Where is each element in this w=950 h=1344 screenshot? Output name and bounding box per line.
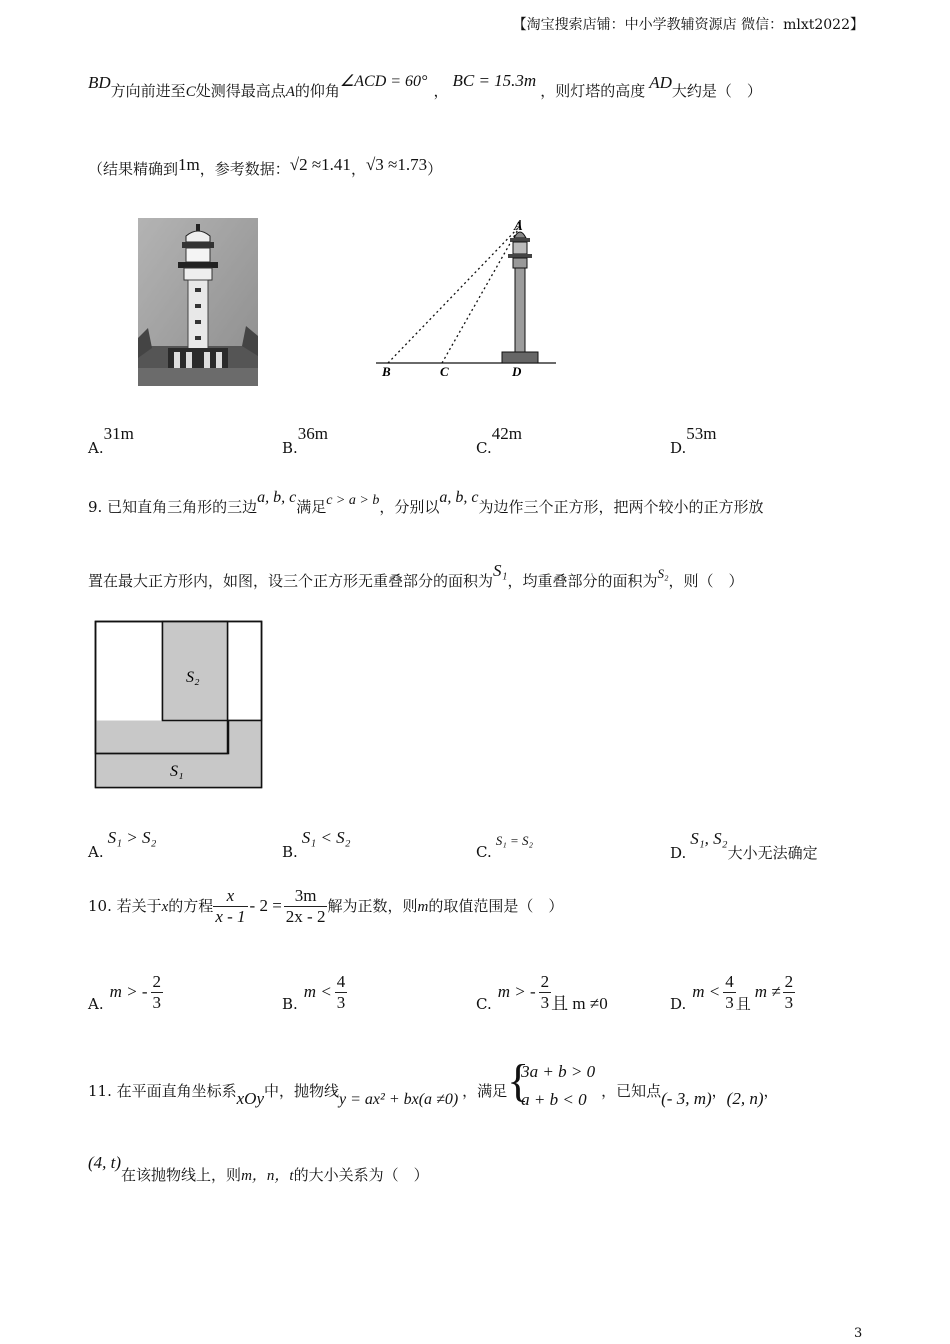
point-a: A [285, 84, 295, 100]
condition-1: 3a + b > 0 [521, 1062, 596, 1081]
option-letter: D. [670, 844, 687, 862]
option-value: S₁, S₂ [690, 829, 728, 848]
frac-den: 2x - 2 [285, 907, 326, 926]
q8-text: ） [427, 160, 443, 178]
q8-text: ，则灯塔的高度 [540, 82, 646, 100]
q11-text: 中，抛物线 [264, 1082, 340, 1100]
page-number: 3 [854, 1326, 863, 1341]
var-m: m [417, 899, 429, 915]
q8-line2 [88, 155, 443, 179]
area-s1: S₁ [493, 561, 508, 580]
q10-text: 解为正数，则 [327, 897, 418, 915]
q9-option-a[interactable] [88, 828, 157, 861]
option-fraction [723, 972, 736, 1013]
q8-text: 处测得最高点 [195, 82, 286, 100]
fraction-x-over-x-minus-1 [213, 886, 247, 927]
option-pre: m < [692, 982, 721, 1001]
vars-mnt: m，n，t [241, 1168, 294, 1184]
q9-option-b[interactable] [282, 828, 351, 861]
area-s2: S₂ [657, 566, 669, 581]
option-value: 36m [297, 424, 329, 443]
q9-text: ，均重叠部分的面积为 [507, 572, 658, 590]
q9-text: ，则（ ） [668, 572, 744, 590]
option-letter: A. [88, 843, 104, 861]
q11-text: 的大小关系为（ ） [293, 1166, 429, 1184]
frac-num: 2 [784, 972, 794, 991]
q10-text: 的取值范围是（ ） [428, 897, 564, 915]
q10-stem [88, 886, 563, 927]
option-letter: C. [476, 439, 492, 457]
condition-2: a + b < 0 [521, 1090, 587, 1109]
region-s1-right [229, 721, 262, 788]
q11-text: 11. 在平面直角坐标系 [88, 1082, 237, 1100]
q11-text: 在该抛物线上，则 [121, 1166, 242, 1184]
lighthouse-photo [138, 218, 258, 386]
label-c: C [440, 364, 449, 379]
option-letter: A. [88, 439, 104, 457]
label-b: B [382, 364, 391, 379]
q8-text: （结果精确到 [88, 160, 179, 178]
label-s1: S₁ [170, 763, 184, 780]
q9-text: 置在最大正方形内，如图，设三个正方形无重叠部分的面积为 [88, 572, 494, 590]
option-letter: C. [476, 843, 492, 861]
label-d: D [512, 364, 522, 379]
q8-line1 [88, 71, 762, 101]
option-post: 且 [735, 995, 751, 1013]
option-value: 53m [686, 424, 717, 443]
q9-line1 [88, 489, 764, 517]
option-post: 且 m ≠0 [551, 994, 608, 1013]
q11-line2 [88, 1153, 429, 1184]
option-value: S₁ = S₂ [495, 833, 534, 848]
squares-diagram [94, 620, 266, 792]
label-s2: S₂ [186, 669, 200, 686]
frac-den: x - 1 [215, 907, 246, 926]
left-brace: { [507, 1055, 530, 1106]
option-letter: B. [282, 439, 298, 457]
option-letter: B. [282, 995, 298, 1013]
ref-sqrt2: √2 ≈1.41 [289, 155, 351, 174]
length-bc: BC = 15.3m [452, 71, 537, 90]
point-minus3-m: (- 3, m) [661, 1089, 712, 1108]
sides-abc: a, b, c [439, 489, 479, 506]
q8-option-c[interactable] [476, 424, 522, 457]
frac-den: 3 [725, 993, 734, 1012]
option-letter: D. [670, 995, 687, 1013]
sight-line-ca [442, 226, 520, 363]
label-a: A [514, 218, 523, 233]
frac-num: 2 [152, 972, 162, 991]
option-value: S₁ < S₂ [301, 828, 351, 847]
point-4-t: (4, t) [88, 1153, 122, 1172]
option-pre2: m ≠ [754, 982, 781, 1001]
ref-sqrt3: √3 ≈1.73 [365, 155, 428, 174]
option-pre: m > - [497, 982, 536, 1001]
option-letter: D. [670, 439, 687, 457]
option-fraction-2 [783, 972, 796, 1013]
q9-text: 满足 [296, 498, 327, 516]
page-header-banner: 【淘宝搜索店铺：中小学教辅资源店 微信：mlxt2022】 [512, 17, 864, 33]
option-letter: B. [282, 843, 298, 861]
q8-text: 的仰角 [294, 82, 340, 100]
option-pre: m > - [109, 982, 148, 1001]
coordinate-system: xOy [236, 1089, 264, 1108]
q9-text: 9. 已知直角三角形的三边 [88, 498, 258, 516]
q8-option-d[interactable] [670, 424, 717, 457]
q10-option-c[interactable] [476, 972, 608, 1013]
q10-text: 的方程 [168, 897, 214, 915]
option-fraction [335, 972, 348, 1013]
q8-text: 大约是（ ） [671, 82, 762, 100]
q10-option-d[interactable] [670, 972, 795, 1013]
condition-system [507, 1055, 596, 1114]
frac-num: x [213, 886, 247, 907]
option-fraction [539, 972, 552, 1013]
q9-text: ，分别以 [379, 498, 440, 516]
q8-text: ， [350, 160, 366, 178]
q10-text: 10. 若关于 [88, 897, 162, 915]
q10-option-b[interactable] [282, 972, 347, 1013]
option-value: S₁ > S₂ [107, 828, 157, 847]
option-extra: 大小无法确定 [727, 844, 818, 862]
option-value: 42m [491, 424, 522, 443]
q8-text: 方向前进至 [110, 82, 186, 100]
q10-option-a[interactable] [88, 972, 163, 1013]
frac-den: 3 [152, 993, 162, 1012]
point-c: C [185, 84, 196, 100]
tower-drawing [502, 220, 538, 363]
side-inequality: c > a > b [326, 493, 380, 508]
q9-option-d[interactable] [670, 828, 818, 862]
fraction-3m-over-2x-minus-2 [284, 886, 328, 927]
point-2-n: (2, n) [726, 1089, 764, 1108]
angle-acd: ∠ACD = 60° [339, 73, 428, 90]
frac-num: 4 [336, 972, 346, 991]
frac-num: 2 [540, 972, 550, 991]
var-x: x [161, 899, 169, 915]
sides-abc: a, b, c [257, 489, 297, 506]
precision-unit: 1m [178, 155, 200, 174]
option-fraction [151, 972, 164, 1013]
segment-bd: BD [88, 73, 111, 92]
q8-text: ，参考数据： [199, 160, 290, 178]
option-pre: m < [303, 982, 332, 1001]
q9-line2 [88, 561, 744, 591]
parabola-equation: y = ax² + bx(a ≠0) [339, 1091, 459, 1108]
q11-text: ，已知点 [601, 1082, 662, 1100]
frac-num: 4 [725, 972, 734, 991]
frac-den: 3 [540, 993, 550, 1012]
option-letter: A. [88, 995, 104, 1013]
sight-line-ba [388, 226, 520, 363]
q11-text: ， [763, 1082, 779, 1100]
elevation-diagram [370, 214, 570, 382]
q11-text: ，满足 [462, 1082, 508, 1100]
option-letter: C. [476, 995, 492, 1013]
q10-mid: - 2 = [249, 896, 282, 915]
q11-text: ， [711, 1082, 727, 1100]
frac-den: 3 [336, 993, 346, 1012]
q9-option-c[interactable] [476, 830, 534, 861]
q8-option-b[interactable] [282, 424, 329, 457]
frac-den: 3 [784, 993, 794, 1012]
q8-text: ， [433, 82, 449, 100]
q11-line1 [88, 1055, 779, 1114]
q8-option-a[interactable] [88, 424, 134, 457]
frac-num: 3m [284, 886, 328, 907]
q9-text: 为边作三个正方形，把两个较小的正方形放 [478, 498, 764, 516]
segment-ad: AD [649, 73, 672, 92]
option-value: 31m [103, 424, 134, 443]
